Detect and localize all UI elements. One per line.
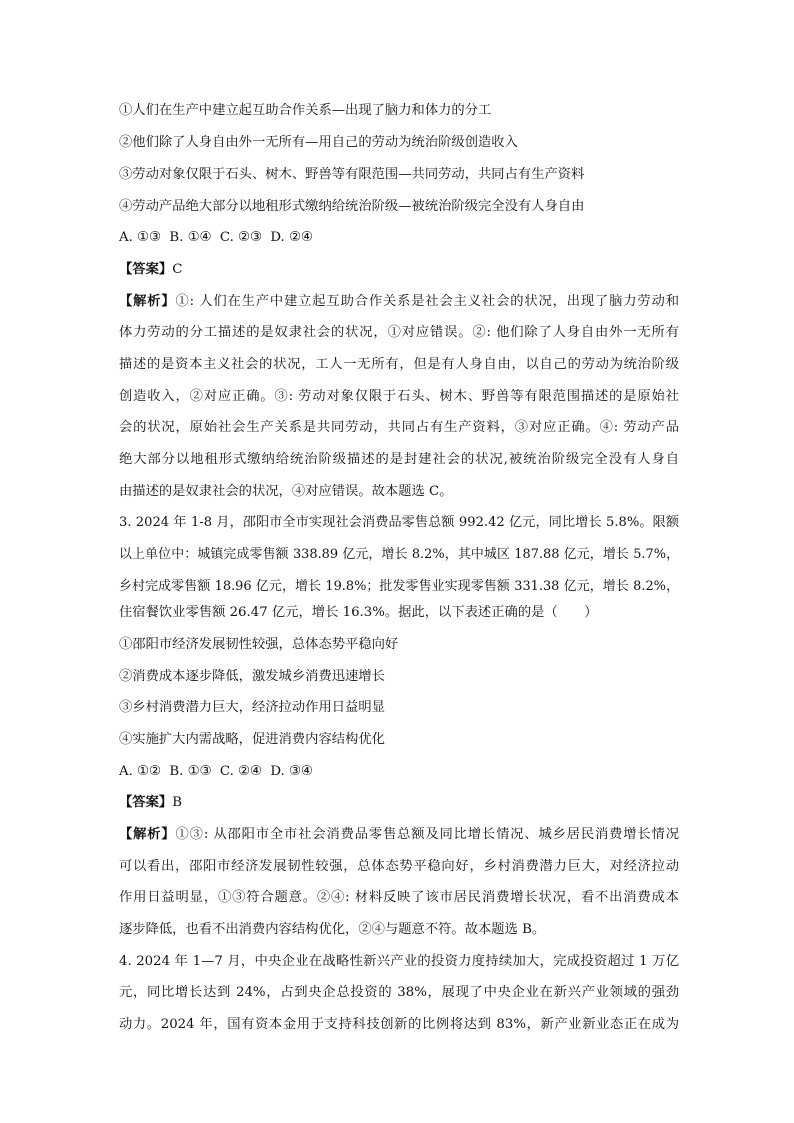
q2-analysis-line-5: 会的状况，原始社会生产关系是共同劳动，共同占有生产资料，③对应正确。④: 劳动产品 <box>119 420 679 435</box>
q4-stem-line-2: 元，同比增长达到 24%，占到央企总投资的 38%，展现了中央企业在新兴产业领域的强劲 <box>119 985 679 1000</box>
q3-analysis-text-1: ①③: 从邵阳市全市社会消费品零售总额及同比增长情况、城乡居民消费增长情况 <box>175 827 679 842</box>
q3-stem-line-2: 以上单位中：城镇完成零售额 338.89 亿元，增长 8.2%，其中城区 187.88 亿元，增长 5.7%， <box>119 547 679 562</box>
q2-answer-label: 【答案】 <box>119 262 173 277</box>
q2-analysis-line-2: 体力劳动的分工描述的是奴隶社会的状况，①对应错误。②: 他们除了人身自由外一无所有 <box>119 325 679 340</box>
q3-stem-line-4: 住宿餐饮业零售额 26.47 亿元，增长 16.3%。据此，以下表述正确的是（ ） <box>119 605 598 620</box>
q3-analysis-line-1 <box>119 825 679 845</box>
q3-answer <box>119 793 679 813</box>
q3-answer-value: B <box>172 795 182 810</box>
q2-answer-value: C <box>172 262 183 277</box>
q2-option-4: ④劳动产品绝大部分以地租形式缴纳给统治阶级—被统治阶级完全没有人身自由 <box>119 199 585 214</box>
q3-option-2: ②消费成本逐步降低，激发城乡消费迅速增长 <box>119 669 385 684</box>
q3-stem-line-3: 乡村完成零售额 18.96 亿元，增长 19.8%；批发零售业实现零售额 331.38 亿元，增长 8.2%， <box>119 579 679 594</box>
q3-option-4: ④实施扩大内需战略，促进消费内容结构优化 <box>119 732 385 747</box>
q3-option-3: ③乡村消费潜力巨大，经济拉动作用日益明显 <box>119 700 385 715</box>
q2-analysis-line-7: 由描述的是奴隶社会的状况，④对应错误。故本题选 C。 <box>119 484 453 499</box>
q4-stem-line-1: 4. 2024 年 1—7 月，中央企业在战略性新兴产业的投资力度持续加大，完成投资超过 1 万亿 <box>119 954 679 969</box>
q2-analysis-line-4: 创造收入，②对应正确。③: 劳动对象仅限于石头、树木、野兽等有限范围描述的是原始社 <box>119 389 679 404</box>
q2-option-2: ②他们除了人身自由外一无所有—用自己的劳动为统治阶级创造收入 <box>119 135 518 150</box>
q3-analysis-line-3: 作用日益明显，①③符合题意。②④: 材料反映了该市居民消费增长状况，看不出消费成本 <box>119 890 679 905</box>
q2-answer <box>119 260 679 280</box>
q2-choices: A. ①③ B. ①④ C. ②③ D. ②④ <box>119 230 313 245</box>
q2-analysis-line-1 <box>119 292 679 312</box>
q3-analysis-line-4: 逐步降低，也看不出消费内容结构优化，②④与题意不符。故本题选 B。 <box>119 922 546 937</box>
q3-analysis-label: 【解析】 <box>119 827 176 842</box>
q3-option-1: ①邵阳市经济发展韧性较强，总体态势平稳向好 <box>119 637 399 652</box>
q3-answer-label: 【答案】 <box>119 795 173 810</box>
q2-option-3: ③劳动对象仅限于石头、树木、野兽等有限范围—共同劳动，共同占有生产资料 <box>119 167 585 182</box>
q2-analysis-text-1: ①: 人们在生产中建立起互助合作关系是社会主义社会的状况，出现了脑力劳动和 <box>175 294 679 309</box>
q2-analysis-label: 【解析】 <box>119 294 176 309</box>
q3-stem-line-1: 3. 2024 年 1-8 月，邵阳市全市实现社会消费品零售总额 992.42 亿元，同比增长 5.8%。限额 <box>119 515 679 530</box>
q4-stem-line-3: 动力。2024 年，国有资本金用于支持科技创新的比例将达到 83%，新产业新业态正在成为 <box>119 1017 679 1032</box>
q3-choices: A. ①② B. ①③ C. ②④ D. ③④ <box>119 764 313 779</box>
q3-analysis-line-2: 可以看出，邵阳市经济发展韧性较强，总体态势平稳向好，乡村消费潜力巨大，对经济拉动 <box>119 859 679 874</box>
q2-option-1: ①人们在生产中建立起互助合作关系—出现了脑力和体力的分工 <box>119 103 492 118</box>
q2-analysis-line-6: 绝大部分以地租形式缴纳给统治阶级描述的是封建社会的状况,被统治阶级完全没有人身自 <box>119 452 679 467</box>
q2-analysis-line-3: 描述的是资本主义社会的状况，工人一无所有，但是有人身自由，以自己的劳动为统治阶级 <box>119 357 679 372</box>
